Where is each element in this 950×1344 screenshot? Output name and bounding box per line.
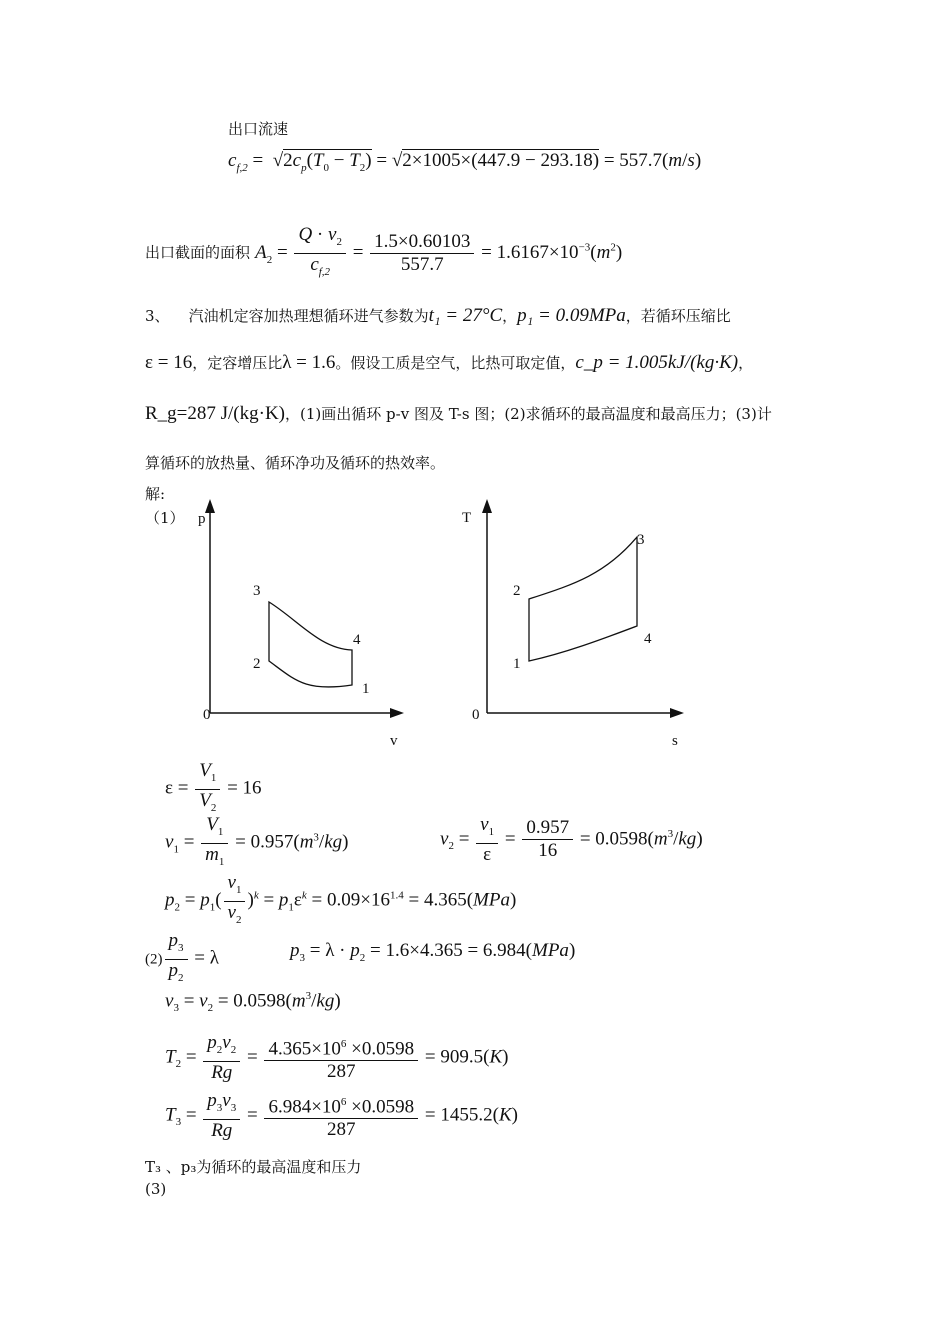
pv-point-2: 2 xyxy=(253,656,261,672)
pv-point-3: 3 xyxy=(253,583,261,599)
eq-T2: $T_2$ = $\frac{p_2v_2}{Rg}$ = $\frac{4.365\times 10^6 \times 0.0598}{287}$ = 909.5(K) xyxy=(165,1032,509,1083)
param-eps: ε = 16 xyxy=(145,352,193,373)
pv-point-1: 1 xyxy=(362,681,370,697)
pv-origin: 0 xyxy=(203,707,211,723)
ts-y-arrow xyxy=(482,499,492,513)
pv-cycle xyxy=(269,602,352,687)
outlet-area-row xyxy=(145,224,622,283)
outlet-area-label: 出口截面的面积 xyxy=(145,243,251,262)
pv-point-4: 4 xyxy=(353,632,361,648)
eq-p3: $p_3 = \lambda \cdot p_2 = 1.6\times 4.365 = 6.984(MPa)$ xyxy=(290,940,576,964)
eq-eps: ε = $\frac{V_1}{V_2}$ = 16 xyxy=(165,760,262,814)
eq-v1: $v_1$ = $\frac{V_1}{m_1}$ = $0.957(m^3/kg)$ xyxy=(165,814,349,868)
problem-line-3 xyxy=(145,403,772,425)
solution-label: 解: xyxy=(145,485,166,503)
ts-x-arrow xyxy=(670,708,684,718)
param-cp: c_p = 1.005kJ/(kg·K) xyxy=(575,352,739,373)
problem-text-1a: 汽油机定容加热理想循环进气参数为 xyxy=(188,307,429,325)
eq-p2: $p_2 = p_1$( $\frac{v_1}{v_2}$ )$^k = p_1\varepsilon^k = 0.09\times 16^{1.4} = 4.365(MPa)$ xyxy=(165,872,517,926)
outlet-velocity-label: 出口流速 xyxy=(228,120,289,138)
pv-y-arrow xyxy=(205,499,215,513)
problem-text-3: ，(1)画出循环 p-v 图及 T-s 图；(2)求循环的最高温度和最高压力；(3)计 xyxy=(285,405,772,423)
problem-text-2b: 。假设工质是空气，比热可取定值， xyxy=(335,354,576,372)
pv-x-label: v xyxy=(390,733,398,749)
outlet-velocity-equation: $c_{f,2} = √2c_p(T_0 - T_2) = √2\times 1005\times(447.9 - 293.18) = 557.7(m/s)$ xyxy=(228,150,702,174)
ts-y-label: T xyxy=(462,510,472,526)
conclusion: T₃ 、p₃为循环的最高温度和压力 xyxy=(145,1158,362,1176)
ts-point-3: 3 xyxy=(637,532,645,548)
param-lambda: λ = 1.6 xyxy=(282,352,336,373)
problem-text-1b: ，若循环压缩比 xyxy=(625,307,731,325)
param-p1: p₁ = 0.09MPa xyxy=(517,305,626,326)
ts-point-4: 4 xyxy=(644,631,652,647)
pv-x-arrow xyxy=(390,708,404,718)
problem-line-1: 3、 汽油机定容加热理想循环进气参数为t₁ = 27°C，p₁ = 0.09MPa，若循环压缩比 xyxy=(145,305,731,326)
ts-origin: 0 xyxy=(472,707,480,723)
pv-diagram xyxy=(190,495,420,755)
ts-x-label: s xyxy=(672,733,678,749)
param-t1: t₁ = 27°C xyxy=(428,305,503,326)
eq-p3-ratio: (2) $\frac{p_3}{p_2}$ = λ xyxy=(145,930,219,984)
problem-number: 3、 xyxy=(145,307,170,325)
param-rg: R_g=287 J/(kg·K) xyxy=(145,403,286,424)
ts-point-1: 1 xyxy=(513,656,521,672)
problem-line-2: ε = 16，定容增压比λ = 1.6。假设工质是空气，比热可取定值，c_p = 1.005kJ/(kg·K)， xyxy=(145,352,754,373)
problem-text-2a: ，定容增压比 xyxy=(192,354,283,372)
eq-v2: $v_2$ = $\frac{v_1}{\varepsilon}$ = $\frac{0.957}{16}$ = $0.0598(m^3/kg)$ xyxy=(440,814,703,865)
part3-label: (3) xyxy=(145,1180,167,1198)
part1-label: （1） xyxy=(145,509,185,527)
pv-y-label: p xyxy=(198,511,206,527)
ts-cycle xyxy=(529,537,637,661)
ts-point-2: 2 xyxy=(513,583,521,599)
problem-line-4: 算循环的放热量、循环净功及循环的热效率。 xyxy=(145,454,446,472)
part2-label: (2) xyxy=(145,951,163,968)
outlet-area-equation: $A_2$ = $\frac{Q \cdot v_2}{c_{f,2}}$ = $\frac{1.5\times 0.60103}{557.7}$ = $1.6167\times 10^{-3}(m^2)$ xyxy=(255,224,623,278)
eq-T3: $T_3$ = $\frac{p_3v_3}{Rg}$ = $\frac{6.984\times 10^6 \times 0.0598}{287}$ = 1455.2(K) xyxy=(165,1090,518,1141)
eq-v3: $v_3 = v_2 = 0.0598(m^3/kg)$ xyxy=(165,990,341,1015)
ts-diagram xyxy=(460,495,690,755)
